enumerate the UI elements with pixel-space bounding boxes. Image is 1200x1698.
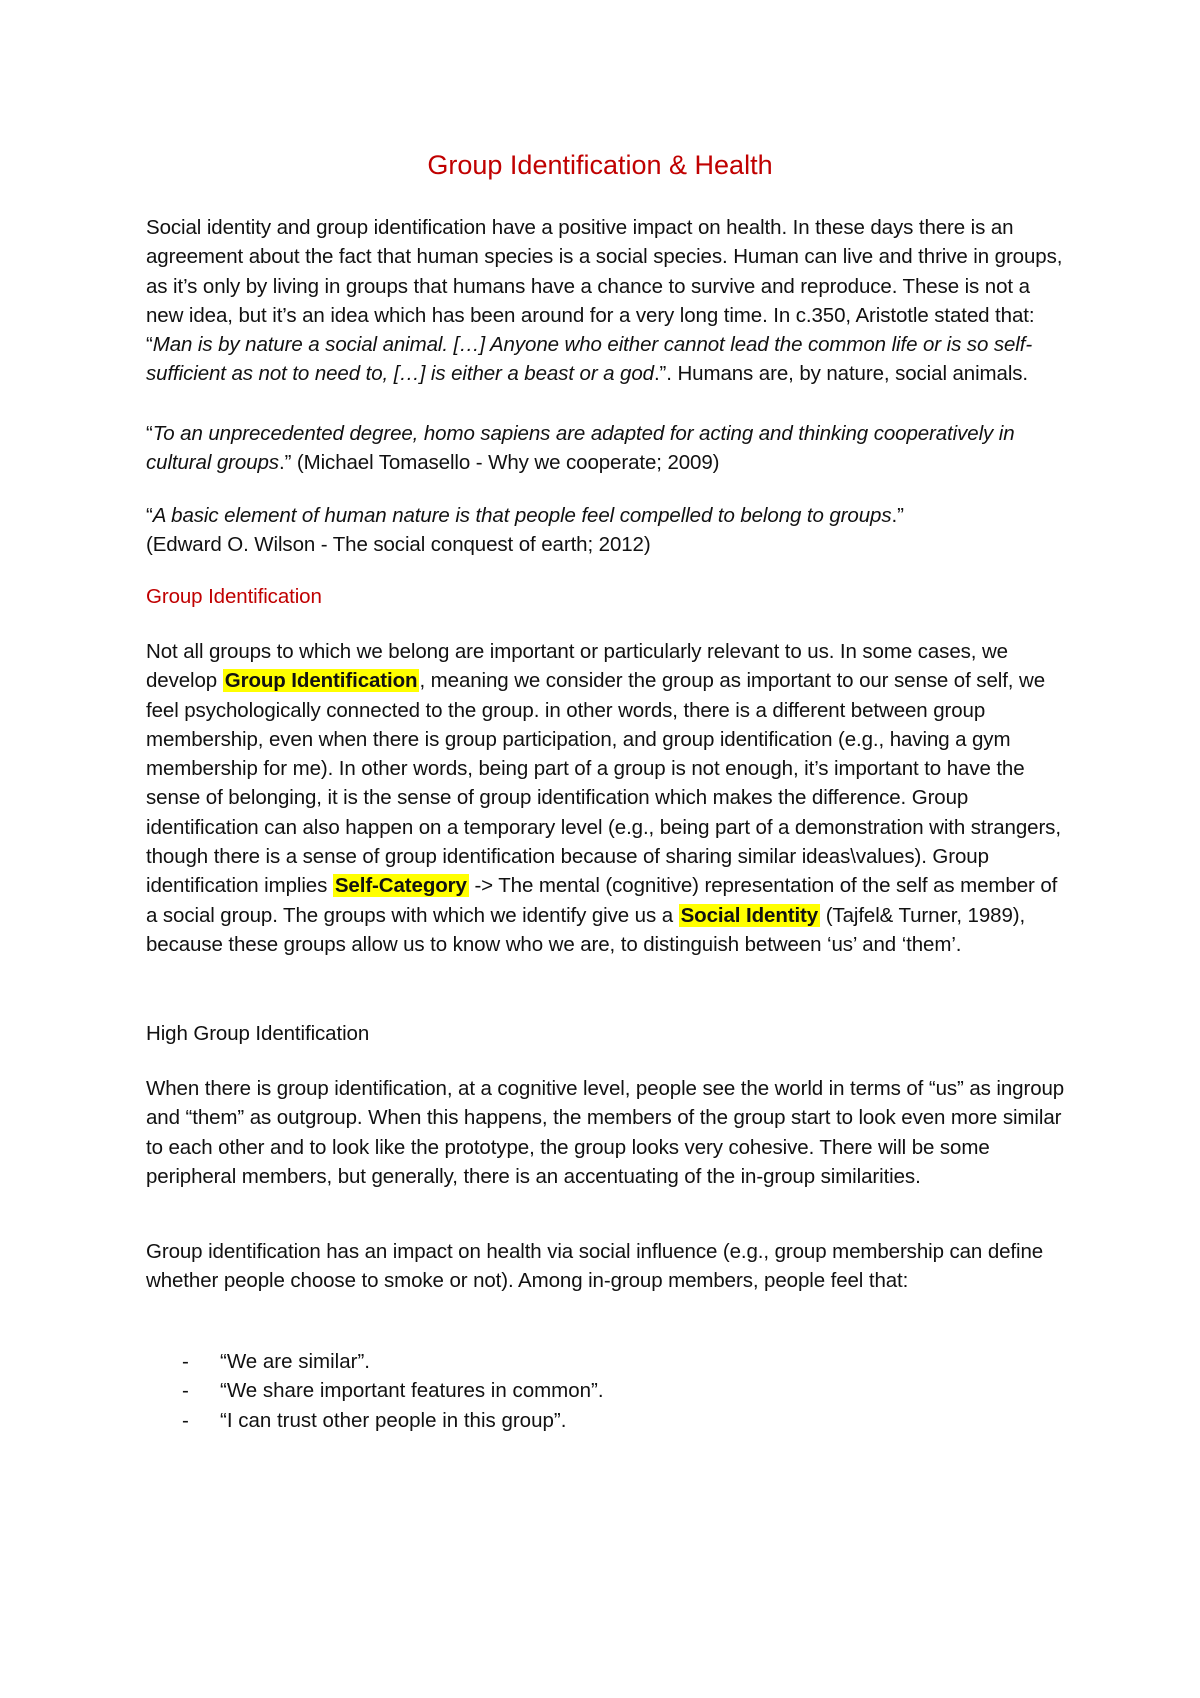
intro-paragraph [146, 213, 1066, 389]
tomasello-quote: “To an unprecedented degree, homo sapiens are adapted for acting and thinking cooperatively in cultural groups.” (Michael Tomasello - Why we cooperate; 2009) [146, 422, 1015, 475]
highlight-group-identification: Group Identification [224, 669, 418, 693]
intro-text: Social identity and group identification have a positive impact on health. In these days there is an agreement about the fact that human species is a social species. Human can live and thrive in groups, as it’s only by living in groups that humans have a chance to survive and reproduce. These is not a new idea, but it’s an idea which has been around for a very long time. In c.350, Aristotle stated that: “ [146, 216, 1063, 357]
document-title: Group Identification & Health [427, 150, 773, 180]
tomasello-citation: (Michael Tomasello - Why we cooperate; 2009) [291, 451, 720, 475]
bullet-dash: - [182, 1350, 189, 1373]
list-item: - “We share important features in common”. [146, 1376, 1066, 1405]
tomasello-quote-text: To an unprecedented degree, homo sapiens are adapted for acting and thinking cooperatively in cultural groups [146, 422, 1015, 475]
section-heading-group-identification: Group Identification [146, 585, 322, 608]
aristotle-quote: Man is by nature a social animal. […] Anyone who either cannot lead the common life or is so self-sufficient as not to need to, […] is either a beast or a god [146, 333, 1033, 386]
list-item: - “We are similar”. [146, 1347, 1066, 1376]
wilson-citation: (Edward O. Wilson - The social conquest of earth; 2012) [146, 533, 651, 557]
list-item: - “I can trust other people in this group”. [146, 1406, 1066, 1435]
high-identification-paragraph: When there is group identification, at a cognitive level, people see the world in terms of “us” as ingroup and “them” as outgroup. When this happens, the members of the group start to look even more similar to each other and to look like the prototype, the group looks very cohesive. There will be some peripheral members, but generally, there is an accentuating of the in-group similarities. [146, 1077, 1065, 1188]
wilson-quote: “A basic element of human nature is that people feel compelled to belong to groups.” (Edward O. Wilson - The social conquest of earth; 2012) [146, 504, 904, 557]
section-heading-high-group-identification: High Group Identification [146, 1022, 370, 1045]
highlight-social-identity: Social Identity [680, 903, 819, 927]
health-influence-paragraph: Group identification has an impact on health via social influence (e.g., group membership can define whether people choose to smoke or not). Among in-group members, people feel that: [146, 1240, 1044, 1293]
highlight-self-category: Self-Category [334, 874, 467, 898]
intro-text-end: .”. Humans are, by nature, social animals. [653, 362, 1029, 386]
bullet-dash: - [182, 1379, 189, 1403]
bullet-dash: - [182, 1408, 189, 1432]
wilson-quote-text: A basic element of human nature is that people feel compelled to belong to groups [152, 504, 892, 527]
in-group-beliefs-list [146, 1347, 1066, 1435]
group-identification-paragraph: Not all groups to which we belong are important or particularly relevant to us. In some cases, we develop Group Identification, meaning we consider the group as important to our sense of self, we feel psychologically connected to the group. in other words, there is a different between group membership, even when there is group participation, and group identification (e.g., having a gym membership for me). In other words, being part of a group is not enough, it’s important to have the sense of belonging, it is the sense of group identification which makes the difference. Group identification can also happen on a temporary level (e.g., being part of a demonstration with strangers, though there is a sense of group identification because of sharing similar ideas\values). Group identification implies Self-Category -> The mental (cognitive) representation of the self as member of a social group. The groups with which we identify give us a Social Identity (Tajfel& Turner, 1989), because these groups allow us to know who we are, to distinguish between ‘us’ and ‘them’. [146, 640, 1061, 956]
